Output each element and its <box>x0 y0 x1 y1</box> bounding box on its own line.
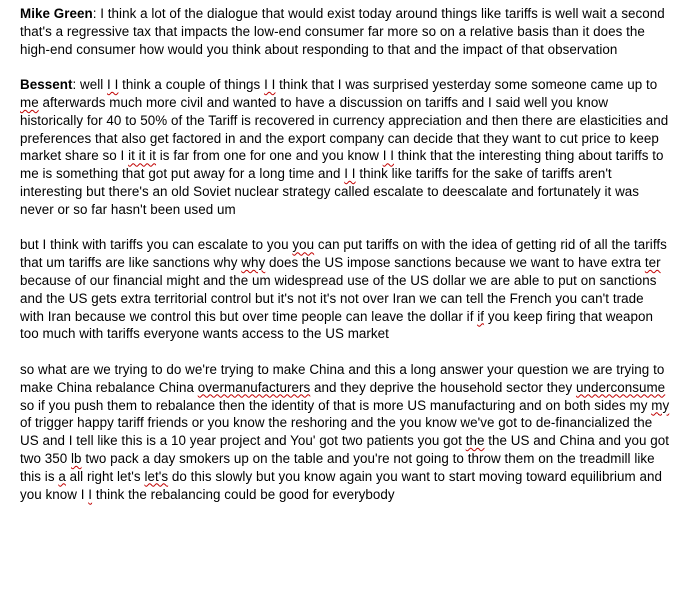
document-page <box>20 5 670 521</box>
text-run: all right let's <box>65 468 145 484</box>
text-run: think a couple of things <box>118 77 265 93</box>
text-run: is far from one for one and you know <box>156 148 383 164</box>
spelling-flagged-word[interactable]: ter <box>644 255 661 271</box>
spelling-flagged-word[interactable]: my <box>651 397 670 413</box>
spelling-flagged-word[interactable]: let's <box>144 468 169 484</box>
spelling-flagged-word[interactable]: I I <box>344 166 356 182</box>
text-run: can put tariffs on with the idea of getting rid of all the tariffs that um tariffs are like sanctions why <box>20 237 667 271</box>
paragraph-text: : I think a lot of the dialogue that would exist today around things like tariffs is well wait a second that's a regressive tax that impacts the low-end consumer far more so on a relative basis than it does the high-end consumer how would you think about responding to that and the impact of that observation <box>20 6 665 57</box>
speaker-name: Mike Green <box>20 6 93 21</box>
text-run: and they deprive the household sector they <box>310 379 576 395</box>
spelling-flagged-word[interactable]: a <box>58 468 66 484</box>
text-run: because of our financial might and the um widespread use of the US dollar we are able to put on sanctions and the US gets extra territorial control but it's not it's not over Iran we can tell the French you can't trade with Iran because we control this but over time people can leave the dollar if <box>20 272 657 324</box>
text-run: think that the interesting thing about tariffs to me is something that got put away for a long time and <box>20 148 664 182</box>
text-run: so what are we trying to do we're trying to make China and this a long answer your question we are trying to make China rebalance China <box>20 361 665 395</box>
text-run: two pack a day smokers up on the table and you're not going to throw them on the treadmill like this is <box>20 450 655 484</box>
paragraph-bessent-2 <box>20 236 670 343</box>
spelling-flagged-word[interactable]: me <box>20 94 39 110</box>
spelling-flagged-word[interactable]: I <box>88 486 93 502</box>
spelling-flagged-word[interactable]: underconsume <box>576 379 666 395</box>
spelling-flagged-word[interactable]: you <box>292 237 315 253</box>
paragraph-bessent-1 <box>20 76 670 218</box>
text-run: afterwards much more civil and wanted to have a discussion on tariffs and I said well you know historically for 40 to 50% of the Tariff is recovered in currency appreciation and then there are elasticities and preferences that also get factored in and the export company can decide that they want to cut price to keep market share so I <box>20 94 669 164</box>
spelling-flagged-word[interactable]: overmanufacturers <box>197 379 311 395</box>
spelling-flagged-word[interactable]: it it it <box>128 148 157 164</box>
text-run: think that I was surprised yesterday some someone came up to <box>275 77 658 93</box>
text-run: so if you push them to rebalance then the identity of that is more US manufacturing and on both sides my <box>20 397 652 413</box>
text-run: do this slowly but you know again you want to start moving toward equilibrium and you know I <box>20 468 662 502</box>
text-run: but I think with tariffs you can escalate to you <box>20 237 293 253</box>
paragraph-bessent-3 <box>20 361 670 503</box>
paragraph-mike-green <box>20 5 670 58</box>
text-run: you keep firing that weapon too much with tariffs everyone wants access to the US market <box>20 308 653 342</box>
text-run: of trigger happy tariff friends or you know the reshoring and the you know we've got to de-financialized the US and I tell like this is a 10 year project and You' got two patients you got <box>20 415 653 449</box>
text-run: the US and China and you got two 350 <box>20 433 670 466</box>
spelling-flagged-word[interactable]: the <box>465 433 485 449</box>
speaker-name: Bessent <box>20 77 73 93</box>
spelling-flagged-word[interactable]: I I <box>107 77 119 93</box>
text-run: does the US impose sanctions because we want to have extra <box>265 255 645 271</box>
spelling-flagged-word[interactable]: lb <box>71 450 82 466</box>
spelling-flagged-word[interactable]: I I <box>382 148 395 164</box>
text-run: think like tariffs for the sake of tariffs aren't interesting but there's an old Soviet nuclear strategy called escalate to deescalate and fortunately it was never or so far hasn't been used um <box>20 166 640 217</box>
text-run: think the rebalancing could be good for everybody <box>92 486 395 502</box>
spelling-flagged-word[interactable]: if <box>477 308 485 324</box>
spelling-flagged-word[interactable]: why <box>241 255 266 271</box>
spelling-flagged-word[interactable]: I I <box>264 77 276 93</box>
text-run: : well <box>72 77 108 93</box>
